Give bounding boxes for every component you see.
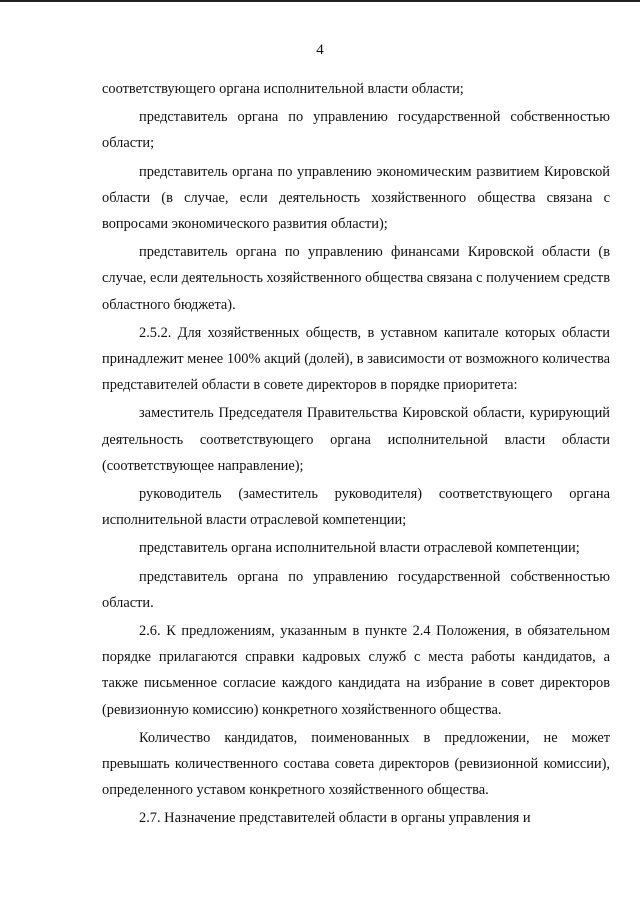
paragraph: представитель органа по управлению экономическим развитием Кировской области (в случае, если деятельность хозяйственного общества связана с вопросами экономического развития области);: [102, 163, 610, 233]
paragraph: представитель органа исполнительной власти отраслевой компетенции;: [139, 540, 580, 557]
page-number: 4: [316, 42, 324, 58]
paragraph: представитель органа по управлению государственной собственностью области.: [102, 568, 610, 611]
paragraph: 2.5.2. Для хозяйственных обществ, в уставном капитале которых области принадлежит менее 100% акций (долей), в зависимости от возможного количества представителей области в совете директоров в порядке приоритета:: [102, 324, 610, 394]
paragraph: 2.6. К предложениям, указанным в пункте 2.4 Положения, в обязательном порядке прилагаются справки кадровых служб с места работы кандидатов, а также письменное согласие каждого кандидата на избрание в совет директоров (ревизионную комиссию) конкретного хозяйственного общества.: [102, 623, 610, 718]
top-rule: [0, 0, 640, 2]
paragraph: руководитель (заместитель руководителя) соответствующего органа исполнительной власти отраслевой компетенции;: [102, 486, 610, 529]
paragraph: заместитель Председателя Правительства Кировской области, курирующий деятельность соответствующего органа исполнительной власти области (соответствующее направление);: [102, 405, 610, 474]
paragraph: Количество кандидатов, поименованных в предложении, не может превышать количественного состава совета директоров (ревизионной комиссии), определенного уставом конкретного хозяйственного общества.: [102, 729, 610, 799]
paragraph: представитель органа по управлению государственной собственностью области;: [102, 109, 610, 152]
paragraph: 2.7. Назначение представителей области в органы управления и: [139, 810, 531, 827]
document-body: [102, 76, 610, 834]
paragraph: представитель органа по управлению финансами Кировской области (в случае, если деятельность хозяйственного общества связана с получением средств областного бюджета).: [102, 244, 610, 313]
paragraph-continuation: соответствующего органа исполнительной власти области;: [102, 81, 464, 97]
